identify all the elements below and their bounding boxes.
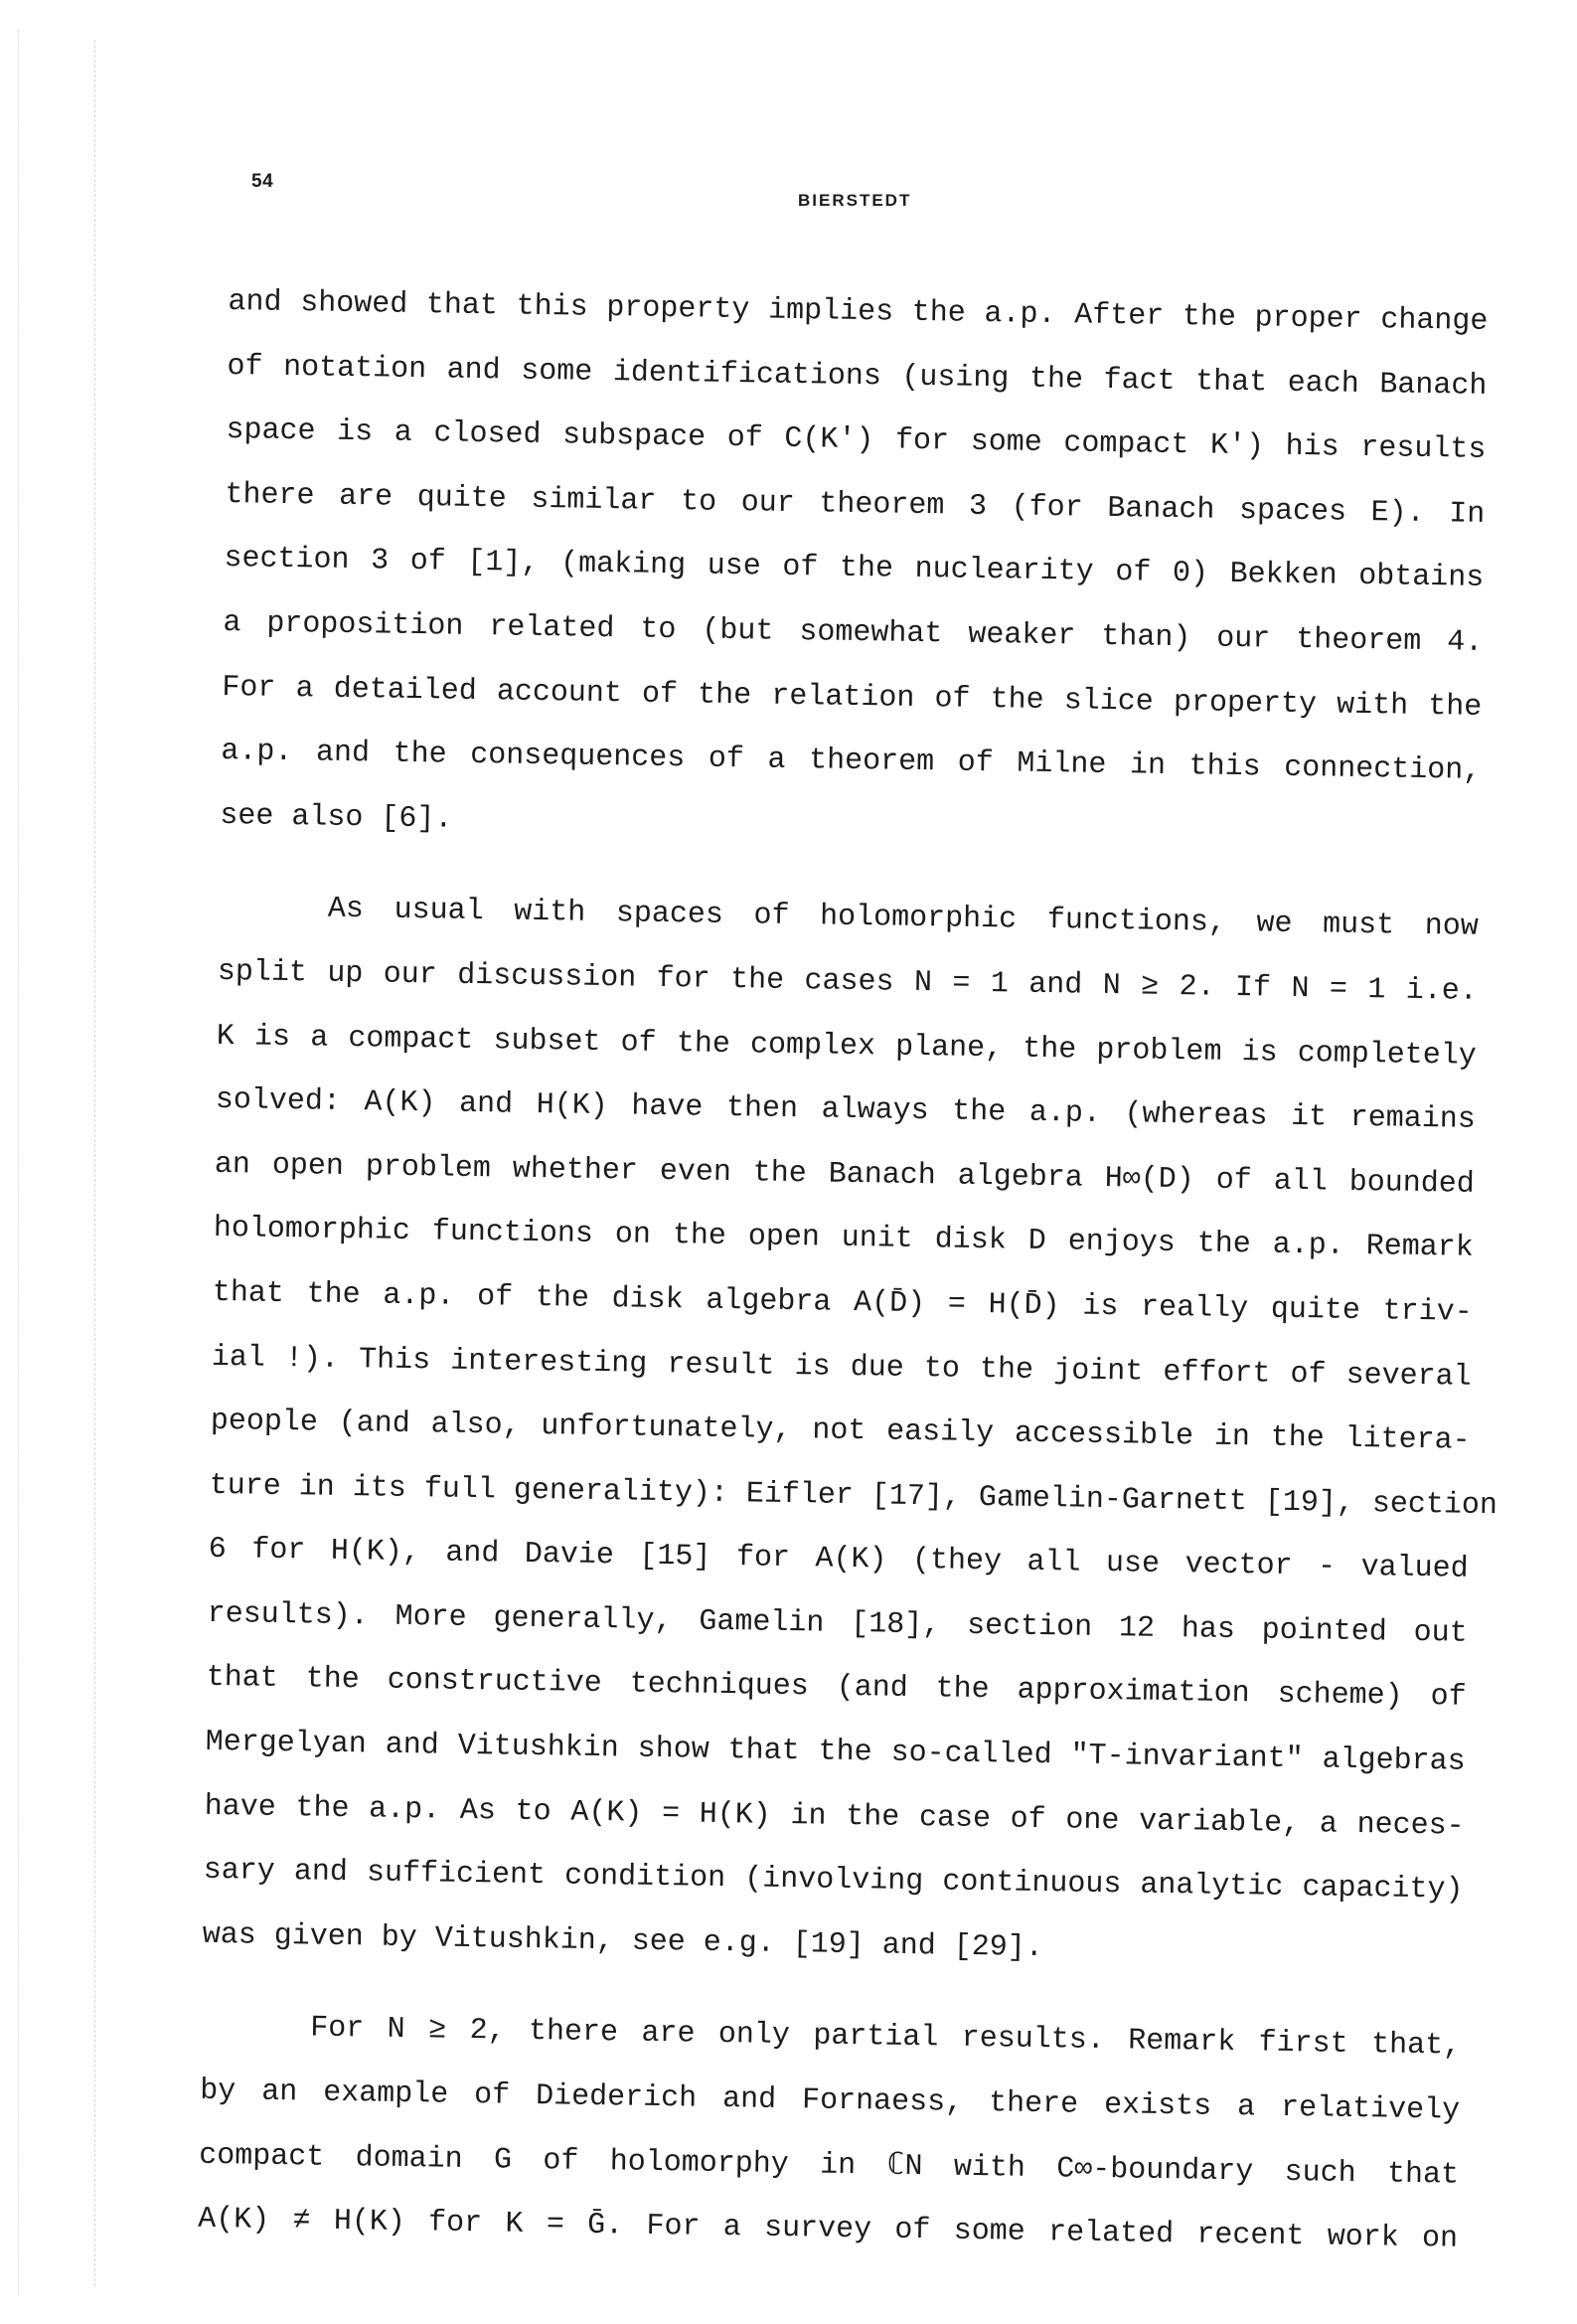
text-line: As usual with spaces of holomorphic functions, we must now — [327, 892, 1480, 945]
text-line: compact domain G of holomorphy in ℂN with C∞-boundary such that — [198, 2138, 1460, 2193]
text-line: an open problem whether even the Banach algebra H∞(D) of all bounded — [214, 1147, 1475, 1202]
text-line: holomorphic functions on the open unit disk D enjoys the a.p. Remark — [213, 1212, 1474, 1266]
text-line: section 3 of [1], (making use of the nuclearity of 0) Bekken obtains — [224, 542, 1485, 596]
text-line: ial !). This interesting result is due to the joint effort of several — [211, 1340, 1472, 1395]
text-line: a.p. and the consequences of a theorem of Milne in this connection, — [221, 735, 1482, 789]
text-line: solved: A(K) and H(K) have then always the a.p. (whereas it remains — [215, 1083, 1476, 1137]
text-line: by an example of Diederich and Fornaess, there exists a relatively — [199, 2074, 1461, 2128]
text-line: For N ≥ 2, there are only partial results. Remark first that, — [309, 2011, 1462, 2065]
paragraph-2 — [202, 876, 1498, 1987]
text-line: was given by Vitushkin, see e.g. [19] and [29]. — [202, 1917, 1043, 1965]
text-line: split up our discussion for the cases N = 1 and N ≥ 2. If N = 1 i.e. — [217, 954, 1479, 1009]
body-text — [197, 270, 1498, 2299]
text-line: K is a compact subset of the complex plane, the problem is completely — [216, 1019, 1478, 1074]
text-line: results). More generally, Gamelin [18], section 12 has pointed out — [207, 1596, 1468, 1651]
page-number: 54 — [251, 171, 274, 192]
text-line: A(K) ≠ H(K) for K = Ḡ. For a survey of some related recent work on — [197, 2202, 1459, 2256]
paragraph-3 — [198, 1995, 1462, 2271]
scan-binding-edge — [18, 30, 98, 2296]
text-line: ture in its full generality): Eifler [17], Gamelin-Garnett [19], section — [209, 1468, 1498, 1523]
text-line: Mergelyan and Vitushkin show that the so-called "T-invariant" algebras — [205, 1725, 1466, 1779]
text-line: that the constructive techniques (and the approximation scheme) of — [206, 1661, 1467, 1716]
text-line: that the a.p. of the disk algebra A(D̄) = H(D̄) is really quite triv- — [212, 1275, 1473, 1330]
text-line: a proposition related to (but somewhat weaker than) our theorem 4. — [223, 605, 1484, 660]
text-line: For a detailed account of the relation of the slice property with the — [222, 670, 1483, 725]
text-line: and showed that this property implies the a.p. After the proper change — [228, 284, 1489, 339]
text-line: space is a closed subspace of C(K') for some compact K') his results — [226, 414, 1487, 468]
text-line: see also [6]. — [220, 798, 453, 837]
text-line: have the a.p. As to A(K) = H(K) in the case of one variable, a neces- — [204, 1789, 1465, 1844]
running-head: BIERSTEDT — [798, 191, 912, 210]
text-line: of notation and some identifications (using the fact that each Banach — [227, 349, 1488, 404]
text-line: 6 for H(K), and Davie [15] for A(K) (they all use vector - valued — [208, 1533, 1469, 1587]
text-line: sary and sufficient condition (involving continuous analytic capacity) — [203, 1854, 1464, 1908]
scan-binding-edge-line — [94, 40, 96, 2286]
text-line: there are quite similar to our theorem 3 (for Banach spaces E). In — [225, 477, 1486, 532]
paragraph-1 — [220, 270, 1489, 868]
text-line: people (and also, unfortunately, not easily accessible in the litera- — [210, 1404, 1471, 1458]
